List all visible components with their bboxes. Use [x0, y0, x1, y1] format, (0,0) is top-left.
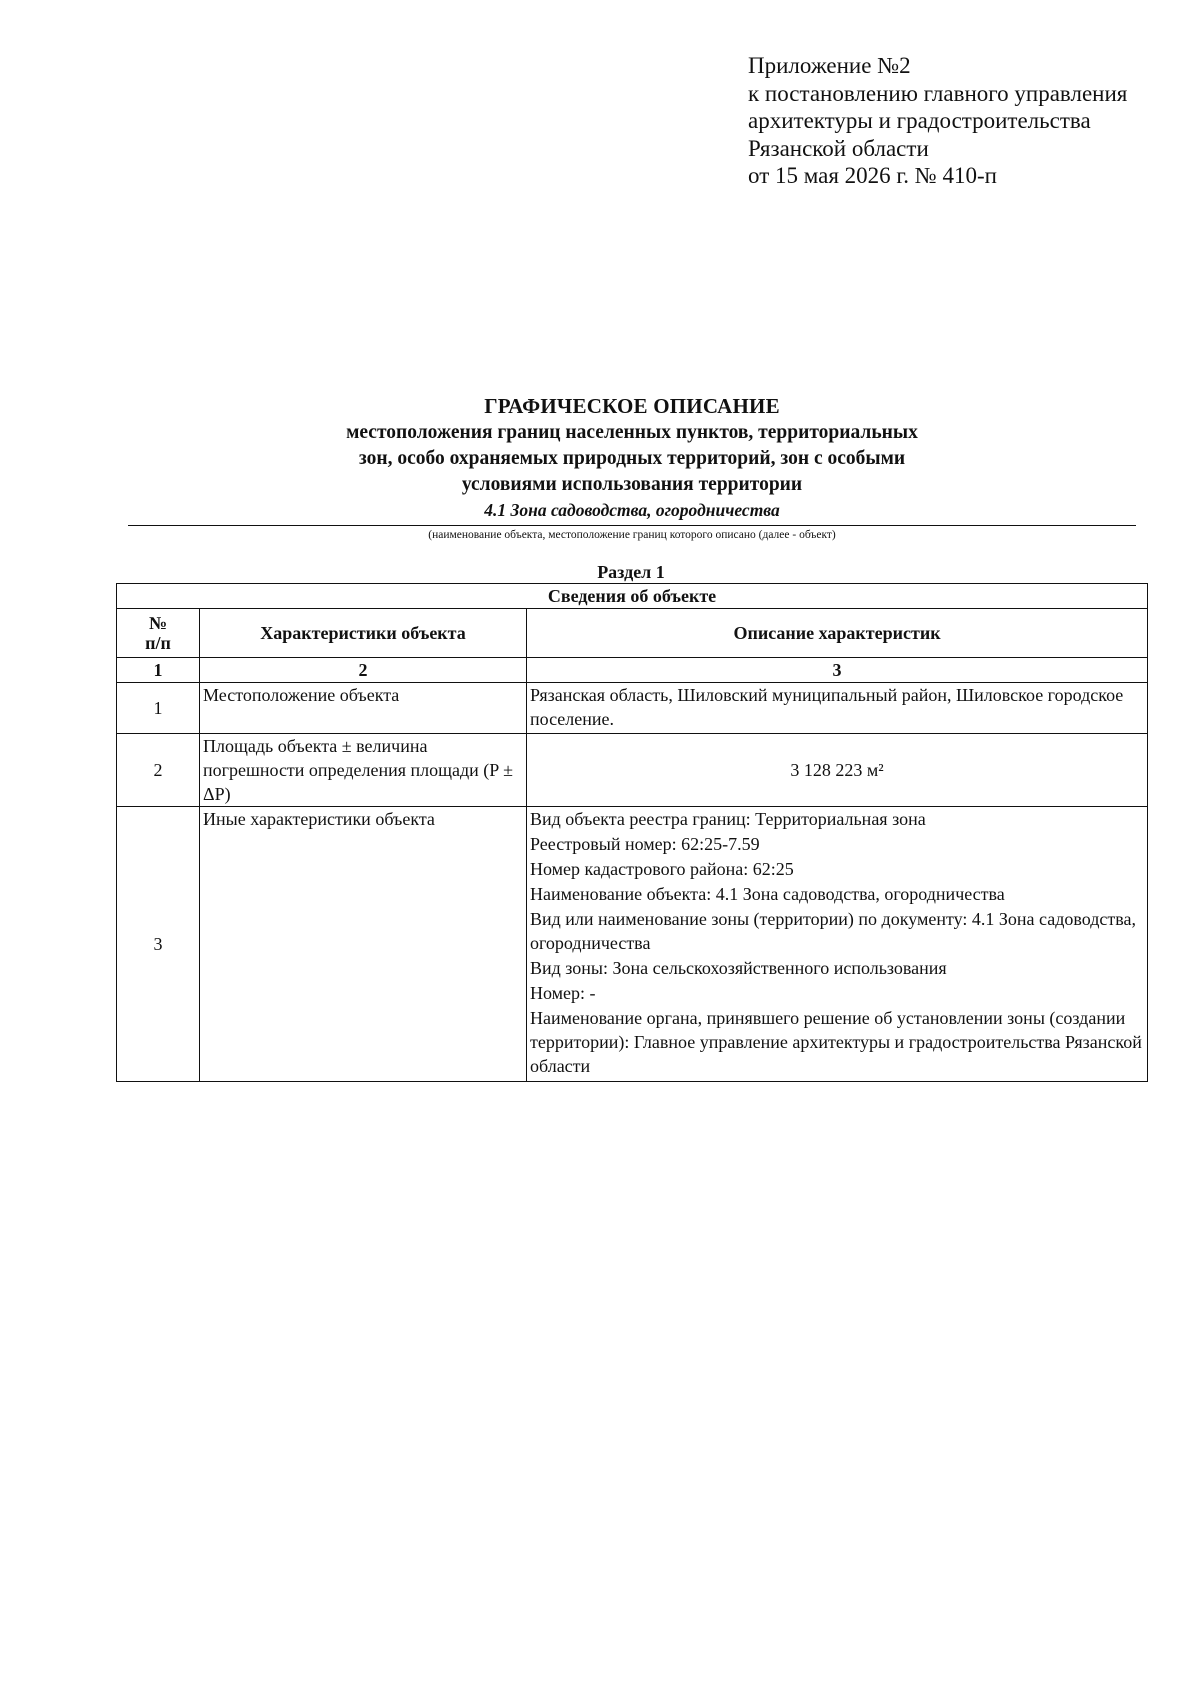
appendix-resolution-line: к постановлению главного управления	[748, 80, 1128, 106]
row-description	[527, 807, 1148, 1082]
row-characteristic: Местоположение объекта	[200, 683, 527, 734]
description-line: Реестровый номер: 62:25-7.59	[530, 834, 760, 854]
description-line: Наименование органа, принявшего решение об установлении зоны (создании территории): Главное управление архитектуры и градостроительства Рязанской области	[530, 1008, 1142, 1076]
column-number-1: 1	[117, 658, 200, 683]
table-header-row	[117, 609, 1148, 658]
description-line: Номер кадастрового района: 62:25	[530, 859, 794, 879]
description-line: Вид или наименование зоны (территории) по документу: 4.1 Зона садоводства, огородничества	[530, 909, 1136, 953]
table-row	[117, 734, 1148, 807]
table-caption-row	[117, 584, 1148, 609]
row-description: Рязанская область, Шиловский муниципальный район, Шиловское городское поселение.	[527, 683, 1148, 734]
header-number-symbol: №	[148, 613, 168, 633]
object-name-note: (наименование объекта, местоположение границ которого описано (далее - объект)	[428, 529, 836, 541]
description-line: Вид объекта реестра границ: Территориальная зона	[530, 809, 926, 829]
header-characteristics: Характеристики объекта	[200, 609, 527, 658]
row-number: 1	[117, 683, 200, 734]
table-row	[117, 683, 1148, 734]
row-number: 2	[117, 734, 200, 807]
row-number: 3	[117, 807, 200, 1082]
document-subtitle-line-1: местоположения границ населенных пунктов, территориальных	[346, 422, 918, 443]
row-description: 3 128 223 м²	[527, 734, 1148, 807]
header-number	[117, 609, 200, 658]
object-name: 4.1 Зона садоводства, огородничества	[484, 500, 780, 520]
column-number-3: 3	[527, 658, 1148, 683]
document-title: ГРАФИЧЕСКОЕ ОПИСАНИЕ	[484, 394, 780, 418]
description-line: Наименование объекта: 4.1 Зона садоводства, огородничества	[530, 884, 1005, 904]
section-title: Раздел 1	[597, 562, 665, 582]
table-caption: Сведения об объекте	[117, 584, 1148, 609]
object-info-table	[116, 583, 1148, 1082]
row-characteristic: Площадь объекта ± величина погрешности определения площади (P ± ΔP)	[200, 734, 527, 807]
appendix-authority-line: архитектуры и градостроительства	[748, 108, 1091, 133]
document-subtitle-line-3: условиями использования территории	[461, 474, 803, 495]
column-number-2: 2	[200, 658, 527, 683]
appendix-header	[748, 52, 1168, 190]
header-description: Описание характеристик	[527, 609, 1148, 658]
description-line: Вид зоны: Зона сельскохозяйственного использования	[530, 958, 947, 978]
row-characteristic: Иные характеристики объекта	[200, 807, 527, 1082]
appendix-region-line: Рязанской области	[748, 135, 929, 161]
object-name-underline	[128, 525, 1136, 526]
document-subtitle-line-2: зон, особо охраняемых природных территорий, зон с особыми	[358, 448, 906, 469]
column-number-row	[117, 658, 1148, 683]
document-title-block	[128, 392, 1136, 522]
header-number-abbr: п/п	[145, 633, 171, 653]
description-line: Номер: -	[530, 983, 596, 1003]
appendix-date-number: от 15 мая 2026 г. № 410-п	[748, 163, 997, 188]
appendix-number: Приложение №2	[748, 53, 911, 78]
table-row	[117, 807, 1148, 1082]
